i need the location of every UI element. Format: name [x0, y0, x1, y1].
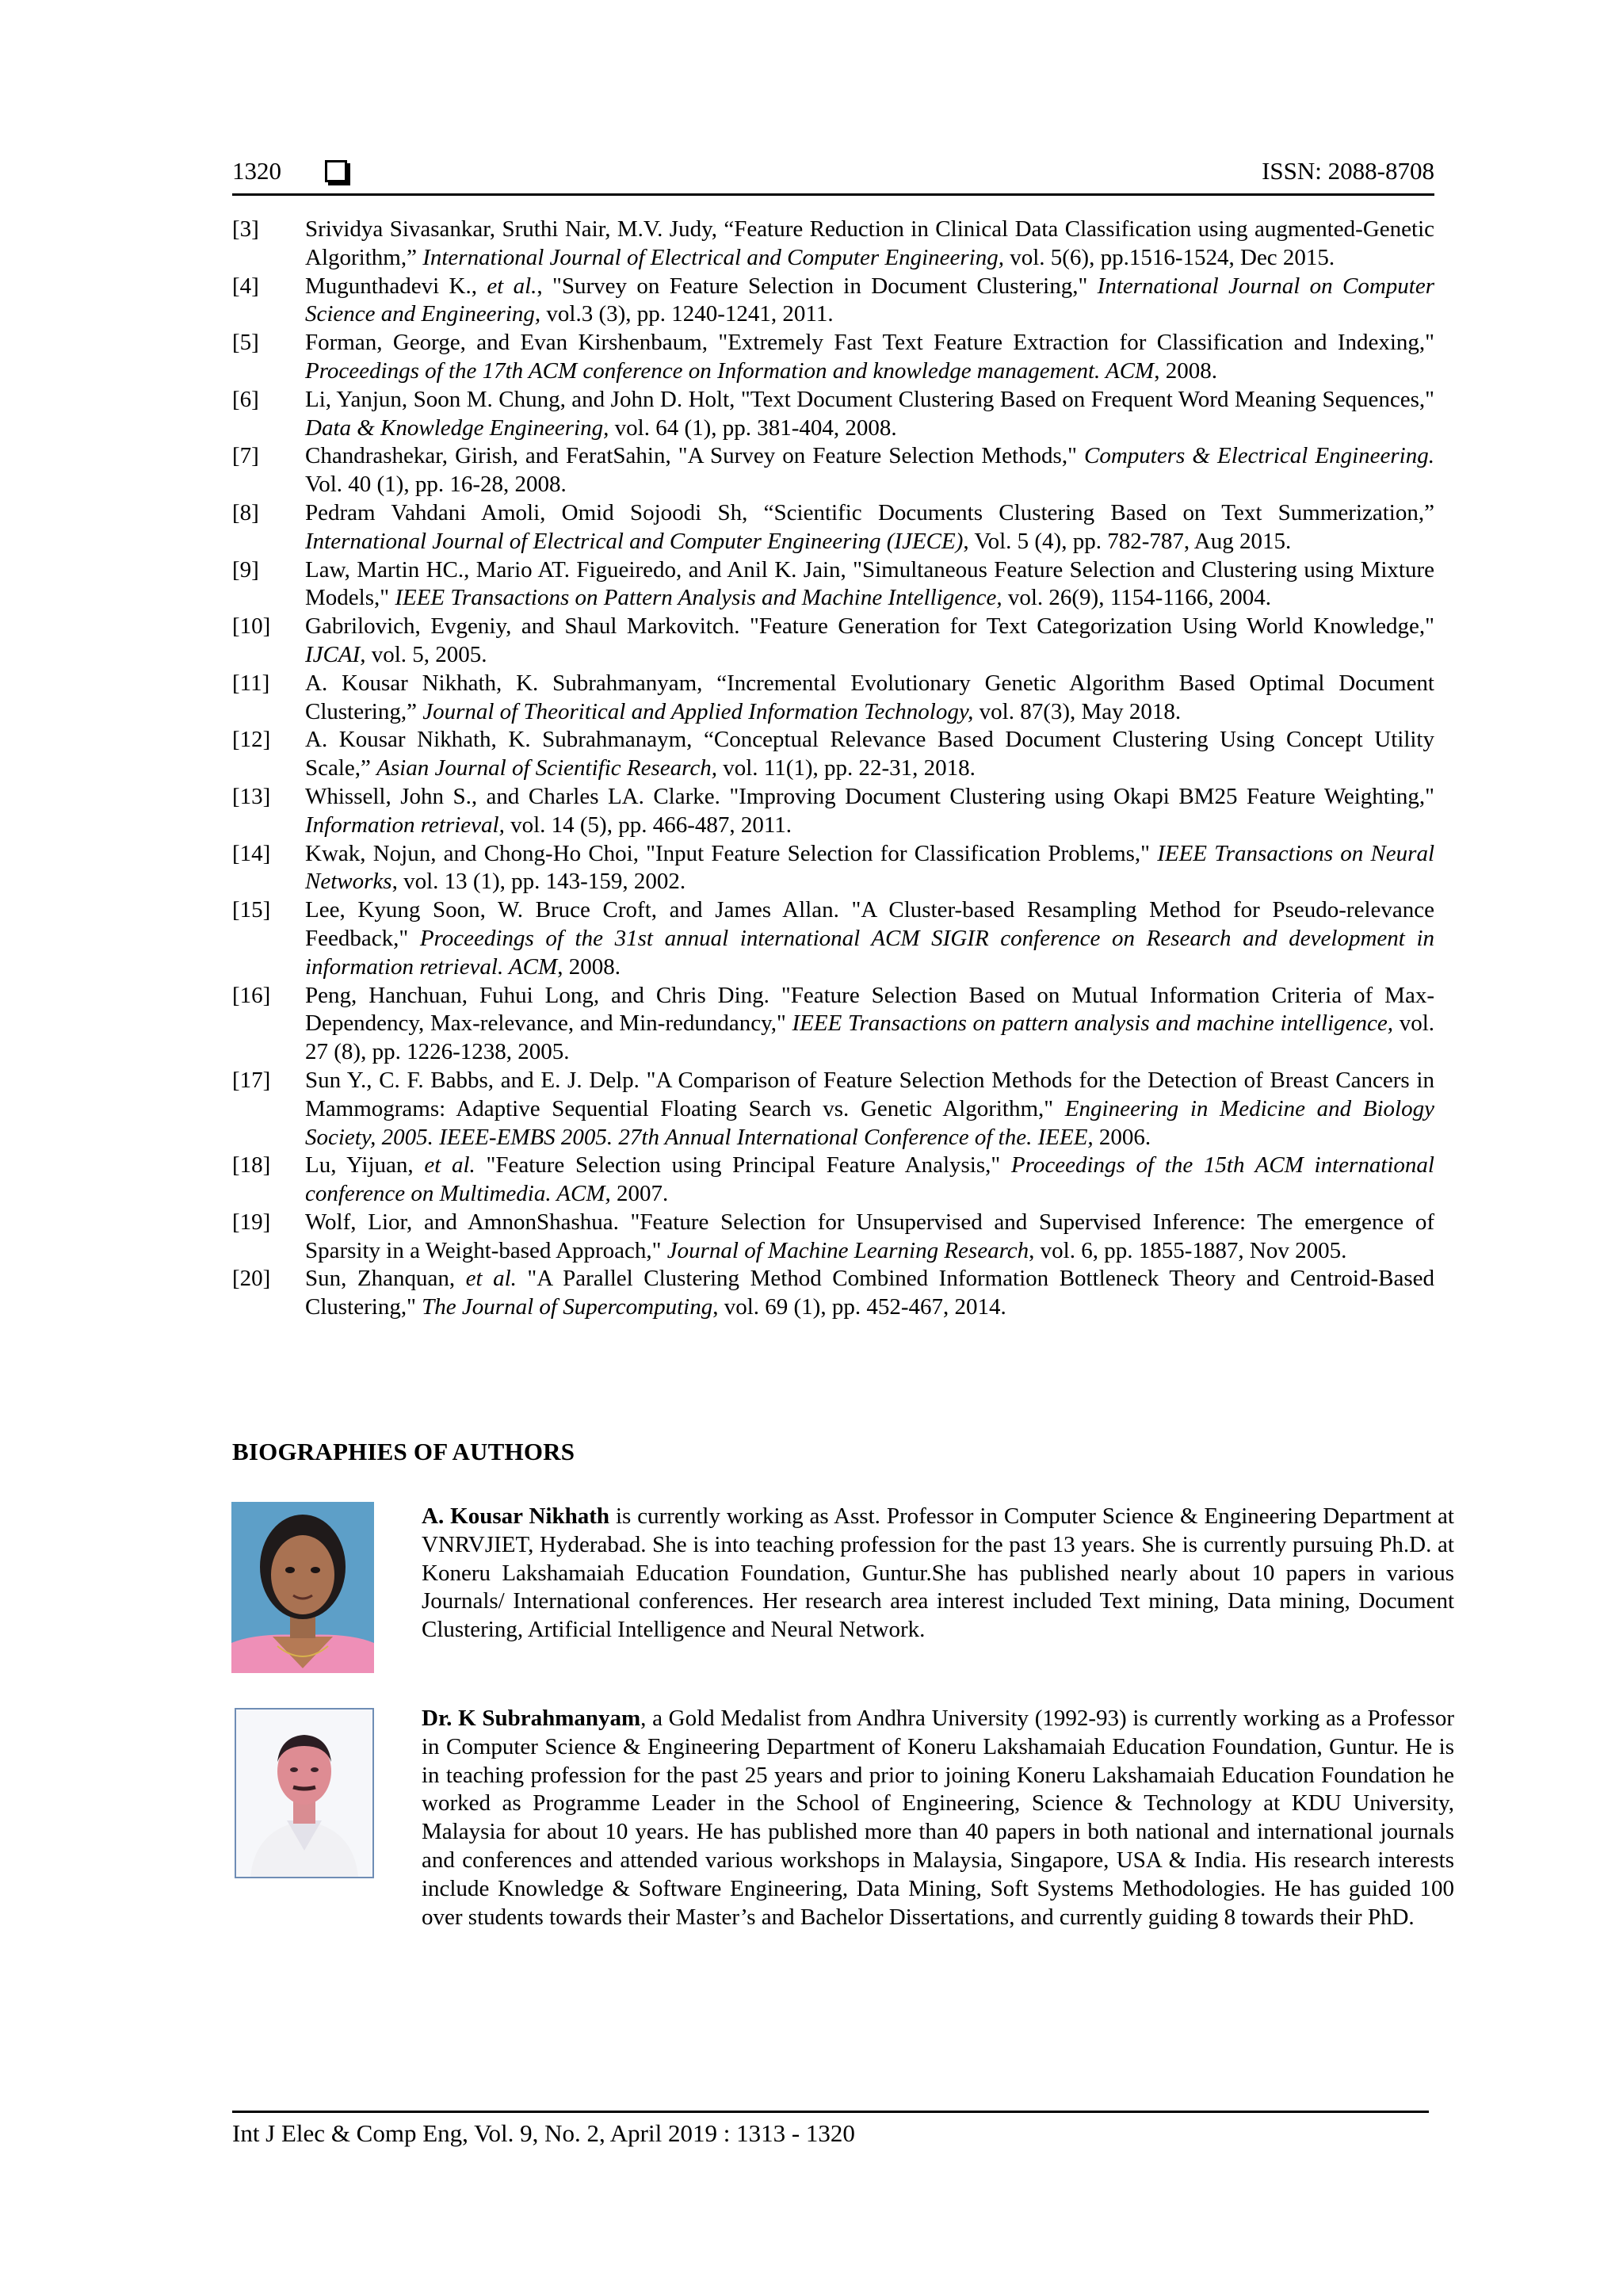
author-photo-kousar-nikhath [231, 1502, 374, 1673]
reference-number: [5] [232, 330, 259, 356]
reference-source: International Journal of Electrical and Computer Engineering (IJECE) [305, 528, 964, 554]
reference-item [232, 896, 1434, 981]
reference-text: "Feature Selection using Principal Feature Analysis," [475, 1152, 1011, 1179]
biographies-heading: BIOGRAPHIES OF AUTHORS [232, 1438, 575, 1465]
footer-rule [232, 2111, 1429, 2113]
header-rule [232, 193, 1434, 196]
reference-source: Proceedings of the 31st annual international ACM SIGIR conference on Research and development in information retrieval. ACM [305, 925, 1435, 980]
reference-source: Asian Journal of Scientific Research, [376, 755, 717, 781]
reference-text: vol. 64 (1), pp. 381-404, 2008. [609, 415, 897, 441]
reference-source: Information retrieval, [305, 812, 505, 838]
reference-source: Proceedings of the 15th ACM international conference on Multimedia. ACM, [305, 1152, 1434, 1207]
portrait-image [231, 1502, 374, 1673]
reference-number: [12] [232, 727, 271, 753]
reference-number: [15] [232, 897, 271, 923]
reference-text: Whissell, John S., and Charles LA. Clarke. "Improving Document Clustering using Okapi BM25 Feature Weighting," [305, 783, 1434, 809]
reference-text: Forman, George, and Evan Kirshenbaum, "Extremely Fast Text Feature Extraction for Classification and Indexing," [305, 330, 1434, 356]
portrait-image [236, 1710, 372, 1877]
reference-text: Law, Martin HC., Mario AT. Figueiredo, and Anil K. Jain, "Simultaneous Feature Selection and Clustering using Mixture Models," [305, 556, 1434, 611]
reference-number: [18] [232, 1152, 271, 1179]
reference-text: Kwak, Nojun, and Chong-Ho Choi, "Input Feature Selection for Classification Problems," [305, 840, 1158, 866]
reference-item [232, 783, 1434, 840]
reference-text: Mugunthadevi K., [305, 273, 487, 299]
reference-text: vol. 14 (5), pp. 466-487, 2011. [504, 812, 792, 838]
reference-number: [16] [232, 982, 271, 1008]
reference-text: Lee, Kyung Soon, W. Bruce Croft, and James Allan. "A Cluster-based Resampling Method for Pseudo-relevance Feedback," [305, 897, 1434, 951]
reference-text: Vol. 40 (1), pp. 16-28, 2008. [305, 472, 567, 498]
reference-number: [6] [232, 386, 259, 412]
reference-item [232, 273, 1434, 330]
reference-number: [14] [232, 840, 271, 866]
reference-item [232, 442, 1434, 499]
reference-text: , "Survey on Feature Selection in Document Clustering," [537, 273, 1098, 299]
reference-text: Pedram Vahdani Amoli, Omid Sojoodi Sh, “Scientific Documents Clustering Based on Text Summerization,” [305, 499, 1434, 525]
reference-source: Data & Knowledge Engineering, [305, 415, 609, 441]
reference-item [232, 1209, 1434, 1266]
reference-text: 2006. [1093, 1124, 1151, 1150]
reference-source: IEEE Transactions on Neural Networks [305, 840, 1435, 895]
reference-text: Lu, Yijuan, [305, 1152, 425, 1179]
references-list [232, 216, 1434, 1322]
reference-text: Li, Yanjun, Soon M. Chung, and John D. Holt, "Text Document Clustering Based on Frequent Word Meaning Sequences," [305, 386, 1434, 412]
reference-text: A. Kousar Nikhath, K. Subrahmanyam, “Incremental Evolutionary Genetic Algorithm Based Optimal Document Clustering,” [305, 670, 1434, 724]
reference-source: Engineering in Medicine and Biology Society, 2005. IEEE-EMBS 2005. 27th Annual International Conference of the. IEEE, [305, 1095, 1434, 1150]
reference-text: , vol. 13 (1), pp. 143-159, 2002. [391, 869, 686, 895]
author-photo-k-subrahmanyam [235, 1708, 374, 1878]
reference-text: Gabrilovich, Evgeniy, and Shaul Markovitch. "Feature Generation for Text Categorization Using World Knowledge," [305, 613, 1434, 640]
reference-number: [4] [232, 273, 259, 299]
reference-item [232, 329, 1434, 386]
reference-source: International Journal of Electrical and Computer Engineering, [422, 244, 1004, 270]
reference-number: [19] [232, 1209, 271, 1235]
reference-text: "A Parallel Clustering Method Combined Information Bottleneck Theory and Centroid-Based Clustering," [305, 1266, 1434, 1320]
reference-item [232, 556, 1434, 613]
author-bio-text: , a Gold Medalist from Andhra University (1992-93) is currently working as a Professor in Computer Science & Engineering Department of Koneru Lakshamaiah Education Foundation, Guntur. He is in teaching profession for the past 25 years and prior to joining Koneru Lakshamaiah Education Foundation he worked as Programme Leader in the School of Engineering, Science & Technology at KDU University, Malaysia for about 10 years. He has published more than 40 papers in both national and international journals and conferences and attended various workshops in Malaysia, Singapore, USA & India. His research interests include Knowledge & Software Engineering, Data Mining, Soft Systems Methodologies. He has guided 100 over students towards their Master’s and Bachelor Dissertations, and currently guiding 8 towards their PhD. [422, 1706, 1454, 1930]
reference-source: et al. [465, 1266, 517, 1292]
reference-text: Srividya Sivasankar, Sruthi Nair, M.V. Judy, “Feature Reduction in Clinical Data Classification using augmented-Genetic Algorithm,” [305, 216, 1434, 270]
reference-item [232, 386, 1434, 443]
reference-text: Sun, Zhanquan, [305, 1266, 466, 1292]
reference-number: [3] [232, 216, 259, 242]
issn-label: ISSN: 2088-8708 [1262, 157, 1434, 185]
reference-source: IJCAI, [305, 641, 366, 667]
reference-text: Wolf, Lior, and AmnonShashua. "Feature Selection for Unsupervised and Supervised Inference: The emergence of Sparsity in a Weight-based Approach," [305, 1209, 1434, 1263]
reference-item [232, 499, 1434, 556]
reference-text: A. Kousar Nikhath, K. Subrahmanaym, “Conceptual Relevance Based Document Clustering Using Concept Utility Scale,” [305, 727, 1434, 781]
reference-source: et al. [424, 1152, 475, 1179]
reference-number: [7] [232, 443, 259, 469]
reference-number: [13] [232, 783, 271, 809]
reference-item [232, 840, 1434, 897]
reference-number: [8] [232, 499, 259, 525]
reference-text: vol. 5(6), pp.1516-1524, Dec 2015. [1003, 244, 1335, 270]
reference-text: , vol. 69 (1), pp. 452-467, 2014. [712, 1294, 1006, 1320]
reference-source: IEEE Transactions on pattern analysis and machine intelligence, [792, 1010, 1394, 1037]
page-number: 1320 [232, 157, 281, 185]
page-header [232, 153, 1434, 189]
reference-number: [9] [232, 556, 259, 583]
reference-source: Proceedings of the 17th ACM conference on Information and knowledge management. ACM [305, 357, 1155, 384]
author-bio-kousar-nikhath [422, 1503, 1454, 1645]
reference-text: vol. 11(1), pp. 22-31, 2018. [716, 755, 976, 781]
reference-source: Computers & Electrical Engineering. [1084, 443, 1434, 469]
reference-text: vol. 87(3), May 2018. [973, 698, 1182, 724]
reference-item [232, 726, 1434, 783]
reference-source: et al. [487, 273, 537, 299]
reference-source: Journal of Machine Learning Research [666, 1237, 1029, 1263]
reference-item [232, 1152, 1434, 1209]
reference-number: [17] [232, 1067, 271, 1093]
page-footer: Int J Elec & Comp Eng, Vol. 9, No. 2, April 2019 : 1313 - 1320 [232, 2119, 855, 2147]
square-bullet-icon [325, 160, 347, 182]
reference-item [232, 216, 1434, 273]
reference-text: vol.3 (3), pp. 1240-1241, 2011. [540, 301, 834, 327]
reference-text: 2007. [610, 1181, 669, 1207]
reference-item [232, 670, 1434, 727]
reference-item [232, 613, 1434, 670]
reference-text: , 2008. [557, 953, 621, 980]
reference-item [232, 982, 1434, 1067]
reference-source: Journal of Theoritical and Applied Information Technology, [422, 698, 974, 724]
author-bio-k-subrahmanyam [422, 1705, 1454, 1931]
reference-text: , vol. 6, pp. 1855-1887, Nov 2005. [1029, 1237, 1347, 1263]
reference-source: International Journal on Computer Science and Engineering, [305, 273, 1434, 327]
reference-text: Peng, Hanchuan, Fuhui Long, and Chris Ding. "Feature Selection Based on Mutual Information Criteria of Max-Dependency, Max-relevance, and Min-redundancy," [305, 982, 1434, 1037]
author-bio-text: is currently working as Asst. Professor in Computer Science & Engineering Department at VNRVJIET, Hyderabad. She is into teaching profession for the past 13 years. She is currently pursuing Ph.D. at Koneru Lakshamaiah Education Foundation, Guntur.She has published nearly about 10 papers in various Journals/ International conferences. Her research area interest included Text mining, Data mining, Document Clustering, Artificial Intelligence and Neural Network. [422, 1503, 1454, 1643]
reference-source: IEEE Transactions on Pattern Analysis and Machine Intelligence, [395, 585, 1002, 611]
reference-text: Sun Y., C. F. Babbs, and E. J. Delp. "A Comparison of Feature Selection Methods for the Detection of Breast Cancers in Mammograms: Adaptive Sequential Floating Search vs. Genetic Algorithm," [305, 1067, 1434, 1121]
reference-number: [11] [232, 670, 270, 696]
reference-text: Chandrashekar, Girish, and FeratSahin, "A Survey on Feature Selection Methods," [305, 443, 1084, 469]
reference-text: vol. 26(9), 1154-1166, 2004. [1002, 585, 1271, 611]
author-name: A. Kousar Nikhath [422, 1503, 609, 1529]
reference-item [232, 1265, 1434, 1322]
reference-number: [20] [232, 1266, 271, 1292]
reference-text: , Vol. 5 (4), pp. 782-787, Aug 2015. [963, 528, 1292, 554]
reference-source: The Journal of Supercomputing [422, 1294, 713, 1320]
author-name: Dr. K Subrahmanyam [422, 1706, 641, 1731]
reference-text: vol. 5, 2005. [365, 641, 487, 667]
reference-number: [10] [232, 613, 271, 640]
reference-text: , 2008. [1154, 357, 1217, 384]
reference-text: vol. 27 (8), pp. 1226-1238, 2005. [305, 1010, 1435, 1065]
reference-item [232, 1067, 1434, 1152]
